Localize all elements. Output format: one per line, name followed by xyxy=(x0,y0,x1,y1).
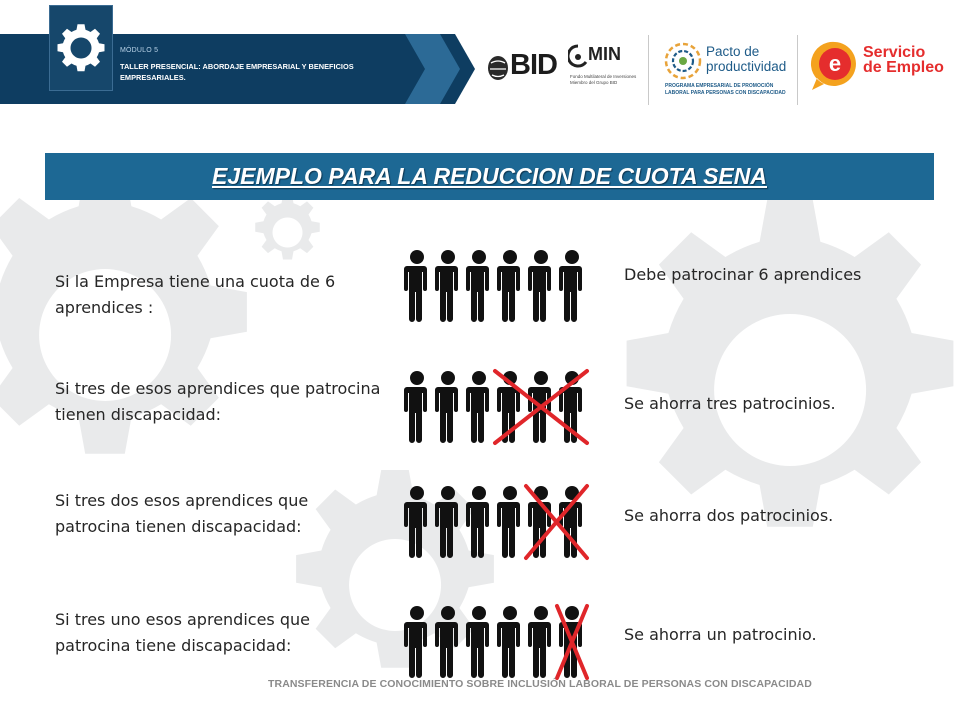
person-icon xyxy=(466,250,489,322)
person-body xyxy=(497,266,520,322)
title-bar xyxy=(45,153,934,200)
person-icon xyxy=(404,250,427,322)
module-label: MÓDULO 5 xyxy=(120,47,159,54)
person-icon xyxy=(528,606,551,678)
background-gear-icon xyxy=(250,195,325,270)
pacto-logo-subtitle: PROGRAMA EMPRESARIAL DE PROMOCIÓN LABORAL PARA PERSONAS CON DISCAPACIDAD xyxy=(665,83,786,96)
person-body xyxy=(404,387,427,443)
fomin-logo-subtext: Fondo Multilateral de Inversiones Miembro del Grupo BID xyxy=(570,74,637,85)
person-icon xyxy=(466,606,489,678)
person-body xyxy=(559,266,582,322)
servicio-empleo-logo-text xyxy=(863,45,944,75)
row-4-result: Se ahorra un patrocinio. xyxy=(624,625,817,644)
row-1-result: Debe patrocinar 6 aprendices xyxy=(624,265,862,284)
row-3-people-group xyxy=(404,482,594,582)
person-icon xyxy=(559,250,582,322)
person-icon xyxy=(435,250,458,322)
person-head xyxy=(534,250,548,264)
person-head xyxy=(503,486,517,500)
person-body xyxy=(466,502,489,558)
person-head xyxy=(441,486,455,500)
row-4-condition: Si tres uno esos aprendices que patrocina tiene discapacidad: xyxy=(55,610,310,655)
person-body xyxy=(404,266,427,322)
module-gear-box xyxy=(49,5,113,91)
person-icon xyxy=(528,486,551,558)
person-head xyxy=(410,371,424,385)
person-icon xyxy=(435,486,458,558)
bid-globe-icon xyxy=(487,55,509,81)
person-icon xyxy=(466,371,489,443)
logo-divider xyxy=(648,35,649,105)
person-head xyxy=(534,606,548,620)
person-head xyxy=(410,606,424,620)
row-2-result: Se ahorra tres patrocinios. xyxy=(624,394,836,413)
person-body xyxy=(404,502,427,558)
background-gear-icon xyxy=(0,170,270,500)
slide-title: EJEMPLO PARA LA REDUCCION DE CUOTA SENA xyxy=(211,163,767,189)
person-icon xyxy=(528,250,551,322)
person-icon xyxy=(435,371,458,443)
servicio-empleo-logo-icon xyxy=(810,40,860,92)
person-head xyxy=(472,371,486,385)
people-pictogram xyxy=(404,246,594,346)
person-icon xyxy=(404,371,427,443)
footer-text: TRANSFERENCIA DE CONOCIMIENTO SOBRE INCLUSIÓN LABORAL DE PERSONAS CON DISCAPACIDAD xyxy=(268,678,812,690)
person-icon xyxy=(497,250,520,322)
row-3-result: Se ahorra dos patrocinios. xyxy=(624,506,834,525)
row-1-people-group xyxy=(404,246,594,346)
person-body xyxy=(497,622,520,678)
person-head xyxy=(472,486,486,500)
person-head xyxy=(441,371,455,385)
fomin-logo-text: MIN xyxy=(588,44,621,64)
pacto-logo-icon xyxy=(663,41,703,81)
person-head xyxy=(441,606,455,620)
person-head xyxy=(441,250,455,264)
person-body xyxy=(528,622,551,678)
person-head xyxy=(472,606,486,620)
person-body xyxy=(404,622,427,678)
row-2-people-group xyxy=(404,367,594,467)
person-head xyxy=(565,250,579,264)
person-body xyxy=(466,387,489,443)
row-3-condition: Si tres dos esos aprendices que patrocina tienen discapacidad: xyxy=(55,491,309,536)
person-icon xyxy=(404,486,427,558)
person-head xyxy=(410,250,424,264)
people-pictogram xyxy=(404,367,594,467)
person-icon xyxy=(404,606,427,678)
person-body xyxy=(435,387,458,443)
logo-divider xyxy=(797,35,798,105)
servicio-logo-line2: de Empleo xyxy=(863,59,944,76)
person-body xyxy=(466,266,489,322)
row-2-condition: Si tres de esos aprendices que patrocina tienen discapacidad: xyxy=(55,379,381,424)
row-1-condition: Si la Empresa tiene una cuota de 6 aprendices : xyxy=(55,272,336,317)
person-head xyxy=(503,606,517,620)
pacto-logo-title xyxy=(706,44,786,74)
person-head xyxy=(472,250,486,264)
module-title: TALLER PRESENCIAL: ABORDAJE EMPRESARIAL Y BENEFICIOS EMPRESARIALES. xyxy=(120,62,354,82)
person-icon xyxy=(497,486,520,558)
person-body xyxy=(435,502,458,558)
pacto-logo-title-line1: Pacto de xyxy=(706,44,760,59)
person-icon xyxy=(497,606,520,678)
people-pictogram xyxy=(404,482,594,582)
bid-logo-text: BID xyxy=(510,49,557,81)
servicio-logo-line1: Servicio xyxy=(863,44,926,61)
gear-icon xyxy=(56,23,106,73)
pacto-logo-title-line2: productividad xyxy=(706,59,787,74)
person-body xyxy=(435,622,458,678)
person-head xyxy=(410,486,424,500)
person-body xyxy=(497,502,520,558)
person-head xyxy=(534,371,548,385)
person-head xyxy=(565,606,579,620)
person-head xyxy=(503,250,517,264)
fomin-logo-icon xyxy=(568,44,588,70)
person-body xyxy=(528,266,551,322)
person-body xyxy=(435,266,458,322)
person-icon xyxy=(435,606,458,678)
svg-text:e: e xyxy=(828,51,842,76)
person-icon xyxy=(466,486,489,558)
person-body xyxy=(466,622,489,678)
